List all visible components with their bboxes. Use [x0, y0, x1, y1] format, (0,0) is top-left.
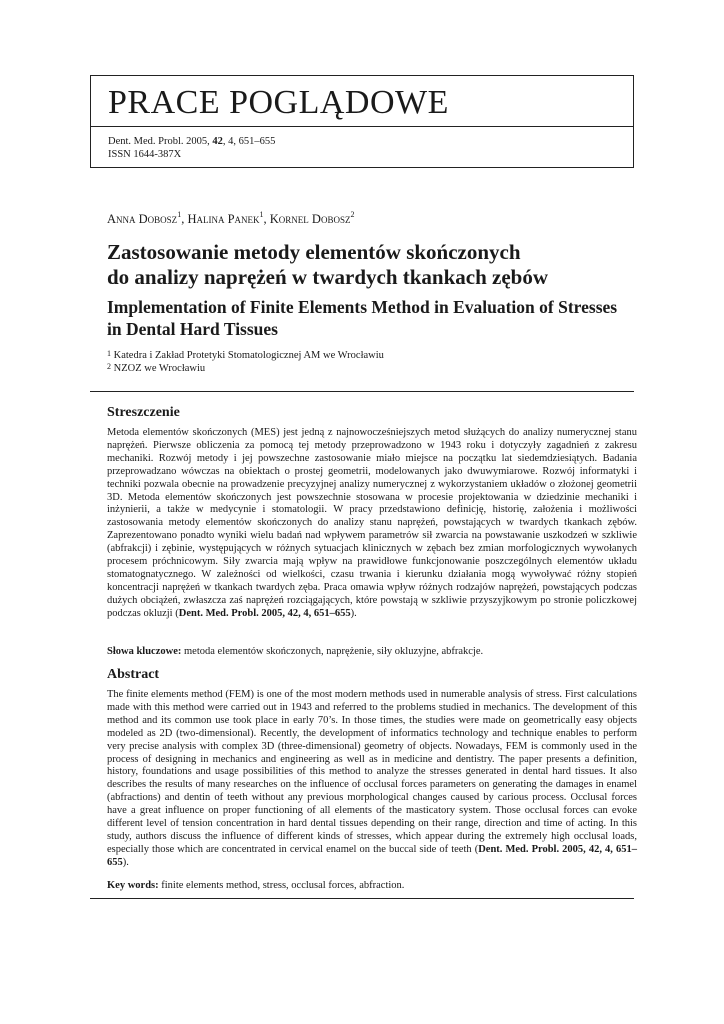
streszczenie-body: Metoda elementów skończonych (MES) jest jedną z najnowocześniejszych metod służących do analizy numerycznej stanu naprężeń. Pierwsze obliczenia za pomocą tej metody przeprowadzono w 1943 roku i dotyczyły zagadnień z zakresu mechaniki. Rozwój metody i jej powszechne zastosowanie miało miejsce na początku lat siedemdziesiątych. Badania przeprowadzano wówczas na obiektach o prostej geometrii, modelowanych jako dwuwymiarowe. Rozwój informatyki i techniki pozwala obecnie na prowadzenie precyzyjnej analizy numerycznej z wykorzystaniem układów o złożonej geometrii 3D. Metoda elementów skończonych jest powszechnie stosowana w procesie projektowania w dziedzinie mechaniki i inżynierii, a także w medycynie i stomatologii. W pracy przedstawiono definicję, historię, założenia i możliwości zastosowania metody elementów skończonych do analizy stanu naprężeń, powstających w twardych tkankach zębów. Zaprezentowano ponadto wyniki wielu badań nad wpływem parametrów sił zwarcia na powstawanie uszkodzeń w szkliwie (abfrakcji) i zębinie, występujących w różnych sytuacjach klinicznych w zębach bez zmian morfologicznych wywołanych procesem próchnicowym. Siły zwarcia mają wpływ na prawidłowe funkcjonowanie poszczególnych elementów układu stomatognatycznego. W zależności od wielkości, czasu trwania i kierunku działania mogą wywoływać różny stopień koncentracji naprężeń w tkankach twardych zęba. Praca omawia wpływ różnych rodzajów naprężeń, powstających podczas dużych obciążeń, zwłaszcza zaś naprężeń rozciągających, które powstają w szkliwie przyszyjkowym po stronie policzkowej podczas okluzji (Dent. Med. Probl. 2005, 42, 4, 651–655). — [107, 427, 637, 619]
author-affiliation-mark: 1 — [177, 210, 182, 219]
abstract-heading: Abstract — [107, 667, 160, 682]
author-affiliation-mark: 1 — [259, 210, 264, 219]
streszczenie-heading: Streszczenie — [107, 405, 180, 420]
author-affiliation-mark: 2 — [350, 210, 355, 219]
journal-citation: Dent. Med. Probl. 2005, 42, 4, 651–655 — [108, 136, 276, 147]
author-name: Kornel Dobosz — [269, 212, 351, 226]
abstract-citation: Dent. Med. Probl. 2005, 42, 4, 651–655 — [107, 843, 637, 868]
divider-top — [90, 391, 634, 392]
streszczenie-citation: Dent. Med. Probl. 2005, 42, 4, 651–655 — [178, 607, 351, 619]
author-list: Anna Dobosz$^1$, Halina Panek$^1$, Kornel Dobosz$^2$ — [107, 210, 355, 226]
title-english: Implementation of Finite Elements Method in Evaluation of Stresses in Dental Hard Tissues — [107, 297, 618, 339]
affiliations — [107, 349, 384, 375]
author-name: Halina Panek — [187, 212, 260, 226]
section-title: PRACE POGLĄDOWE — [108, 84, 449, 121]
section-header-box — [90, 75, 634, 127]
affiliation-item: $^1$ Katedra i Zakład Protetyki Stomatologicznej AM we Wrocławiu — [107, 349, 384, 361]
affiliation-item: $^2$ NZOZ we Wrocławiu — [107, 362, 206, 374]
journal-meta-box — [90, 126, 634, 168]
abstract-body: The finite elements method (FEM) is one of the most modern methods used in numerable analysis of stress. First calculations made with this method were carried out in 1943 and referred to the problems studied in mechanics. The development of this method and its common use took place in early 70’s. In those times, the studies were made on geometrically easy objects modeled as 2D (two-dimensional). Recently, the development of informatics technology and technique enables to perform very precise analysis with complex 3D (three-dimensional) geometry of objects. Nowadays, FEM is commonly used in the process of designing in mechanics and engineering as well as in medicine and dentistry. The paper presents a definition, history, foundations and usage possibilities of this method to analyze the stresses generated in dental hard tissues. It also describes the results of many researches on the influence of occlusal forces parameters on generating the damages in enamel (abfractions) and dentin of teeth without any previous morphological changes caused by carious process. Occlusal forces have a great influence on proper functioning of all elements of the masticatory system. Those occlusal forces can evoke different level of tension concentration in hard dental tissues depending on their range, direction and time of acting. In this study, authors discuss the influence of different kinds of stresses, which appear during the extremely high occlusal loads, especially those which are concentrated in cervical enamel on the buccal side of teeth (Dent. Med. Probl. 2005, 42, 4, 651–655). — [107, 689, 637, 868]
title-polish: Zastosowanie metody elementów skończonych do analizy naprężeń w twardych tkankach zębów — [107, 240, 549, 289]
issn: ISSN 1644-387X — [108, 149, 182, 160]
author-name: Anna Dobosz — [107, 212, 178, 226]
divider-bottom — [90, 898, 634, 899]
keywords-english: Key words: finite elements method, stress, occlusal forces, abfraction. — [107, 880, 405, 891]
keywords-polish: Słowa kluczowe: metoda elementów skończonych, naprężenie, siły okluzyjne, abfrakcje. — [107, 646, 484, 657]
